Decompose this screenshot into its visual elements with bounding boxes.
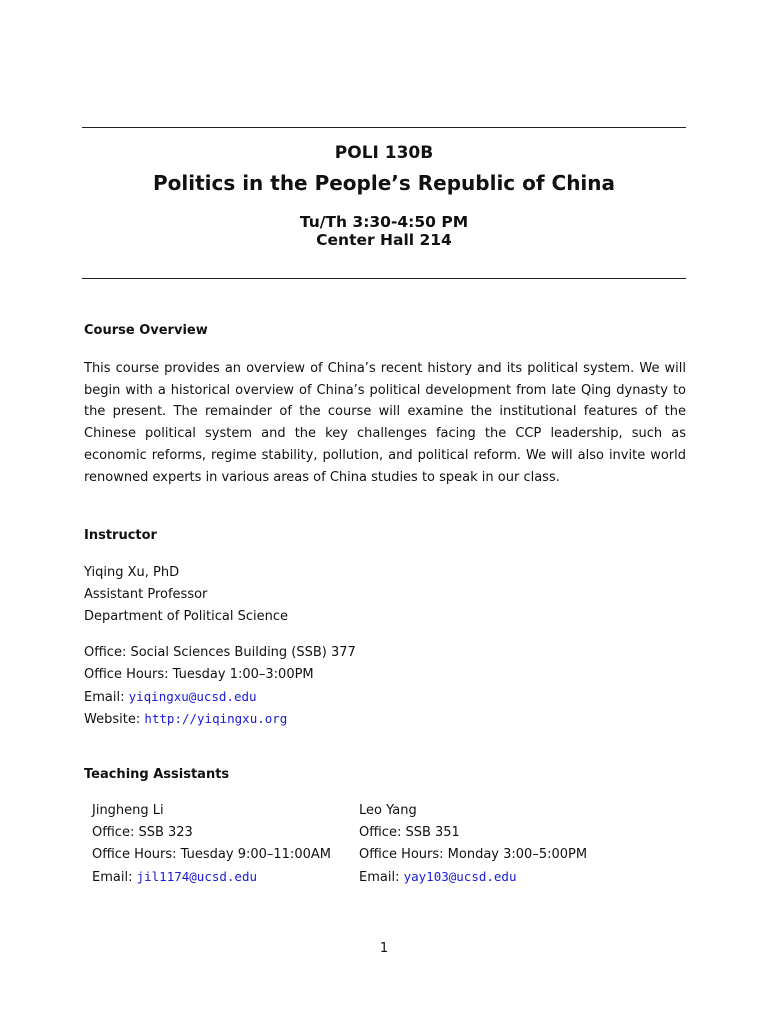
ta-2-name: Leo Yang <box>359 803 417 818</box>
ta-1-email-link[interactable]: jil1174@ucsd.edu <box>136 869 258 884</box>
instructor-email-label: Email: <box>84 690 129 705</box>
instructor-department: Department of Political Science <box>84 609 288 624</box>
instructor-email-link[interactable]: yiqingxu@ucsd.edu <box>128 689 257 704</box>
instructor-email-line <box>84 686 257 709</box>
instructor-office: Office: Social Sciences Building (SSB) 377 <box>84 645 356 660</box>
ta-2-office: Office: SSB 351 <box>359 825 460 840</box>
instructor-heading: Instructor <box>84 528 157 543</box>
course-schedule: Tu/Th 3:30-4:50 PM <box>299 213 469 231</box>
ta-2-email-label: Email: <box>359 870 404 885</box>
instructor-website-label: Website: <box>84 712 145 727</box>
instructor-title: Assistant Professor <box>84 587 208 602</box>
ta-2-office-hours: Office Hours: Monday 3:00–5:00PM <box>359 847 588 862</box>
overview-body: This course provides an overview of China’s recent history and its political system. We will begin with a historical overview of China’s political development from late Qing dynasty to the present. The remainder of the course will examine the institutional features of the Chinese political system and the key challenges facing the CCP leadership, such as economic reforms, regime stability, pollution, and political reform. We will also invite world renowned experts in various areas of China studies to speak in our class. <box>84 361 686 485</box>
instructor-website-link[interactable]: http://yiqingxu.org <box>144 711 288 726</box>
course-location: Center Hall 214 <box>316 231 452 249</box>
instructor-name: Yiqing Xu, PhD <box>84 565 180 580</box>
ta-heading: Teaching Assistants <box>84 767 230 782</box>
ta-1-office: Office: SSB 323 <box>92 825 193 840</box>
ta-1-name: Jingheng Li <box>92 803 164 818</box>
ta-1-office-hours: Office Hours: Tuesday 9:00–11:00AM <box>92 847 331 862</box>
bottom-rule <box>82 278 686 279</box>
top-rule <box>82 127 686 128</box>
instructor-office-hours: Office Hours: Tuesday 1:00–3:00PM <box>84 667 314 682</box>
overview-heading: Course Overview <box>84 323 208 338</box>
course-title: Politics in the People’s Republic of China <box>152 171 616 195</box>
ta-1-email-line <box>92 866 257 889</box>
page-number: 1 <box>379 941 389 956</box>
instructor-website-line <box>84 708 287 731</box>
ta-2-email-line <box>359 866 516 889</box>
ta-1-email-label: Email: <box>92 870 137 885</box>
course-code: POLI 130B <box>334 143 434 163</box>
ta-2-email-link[interactable]: yay103@ucsd.edu <box>403 869 517 884</box>
